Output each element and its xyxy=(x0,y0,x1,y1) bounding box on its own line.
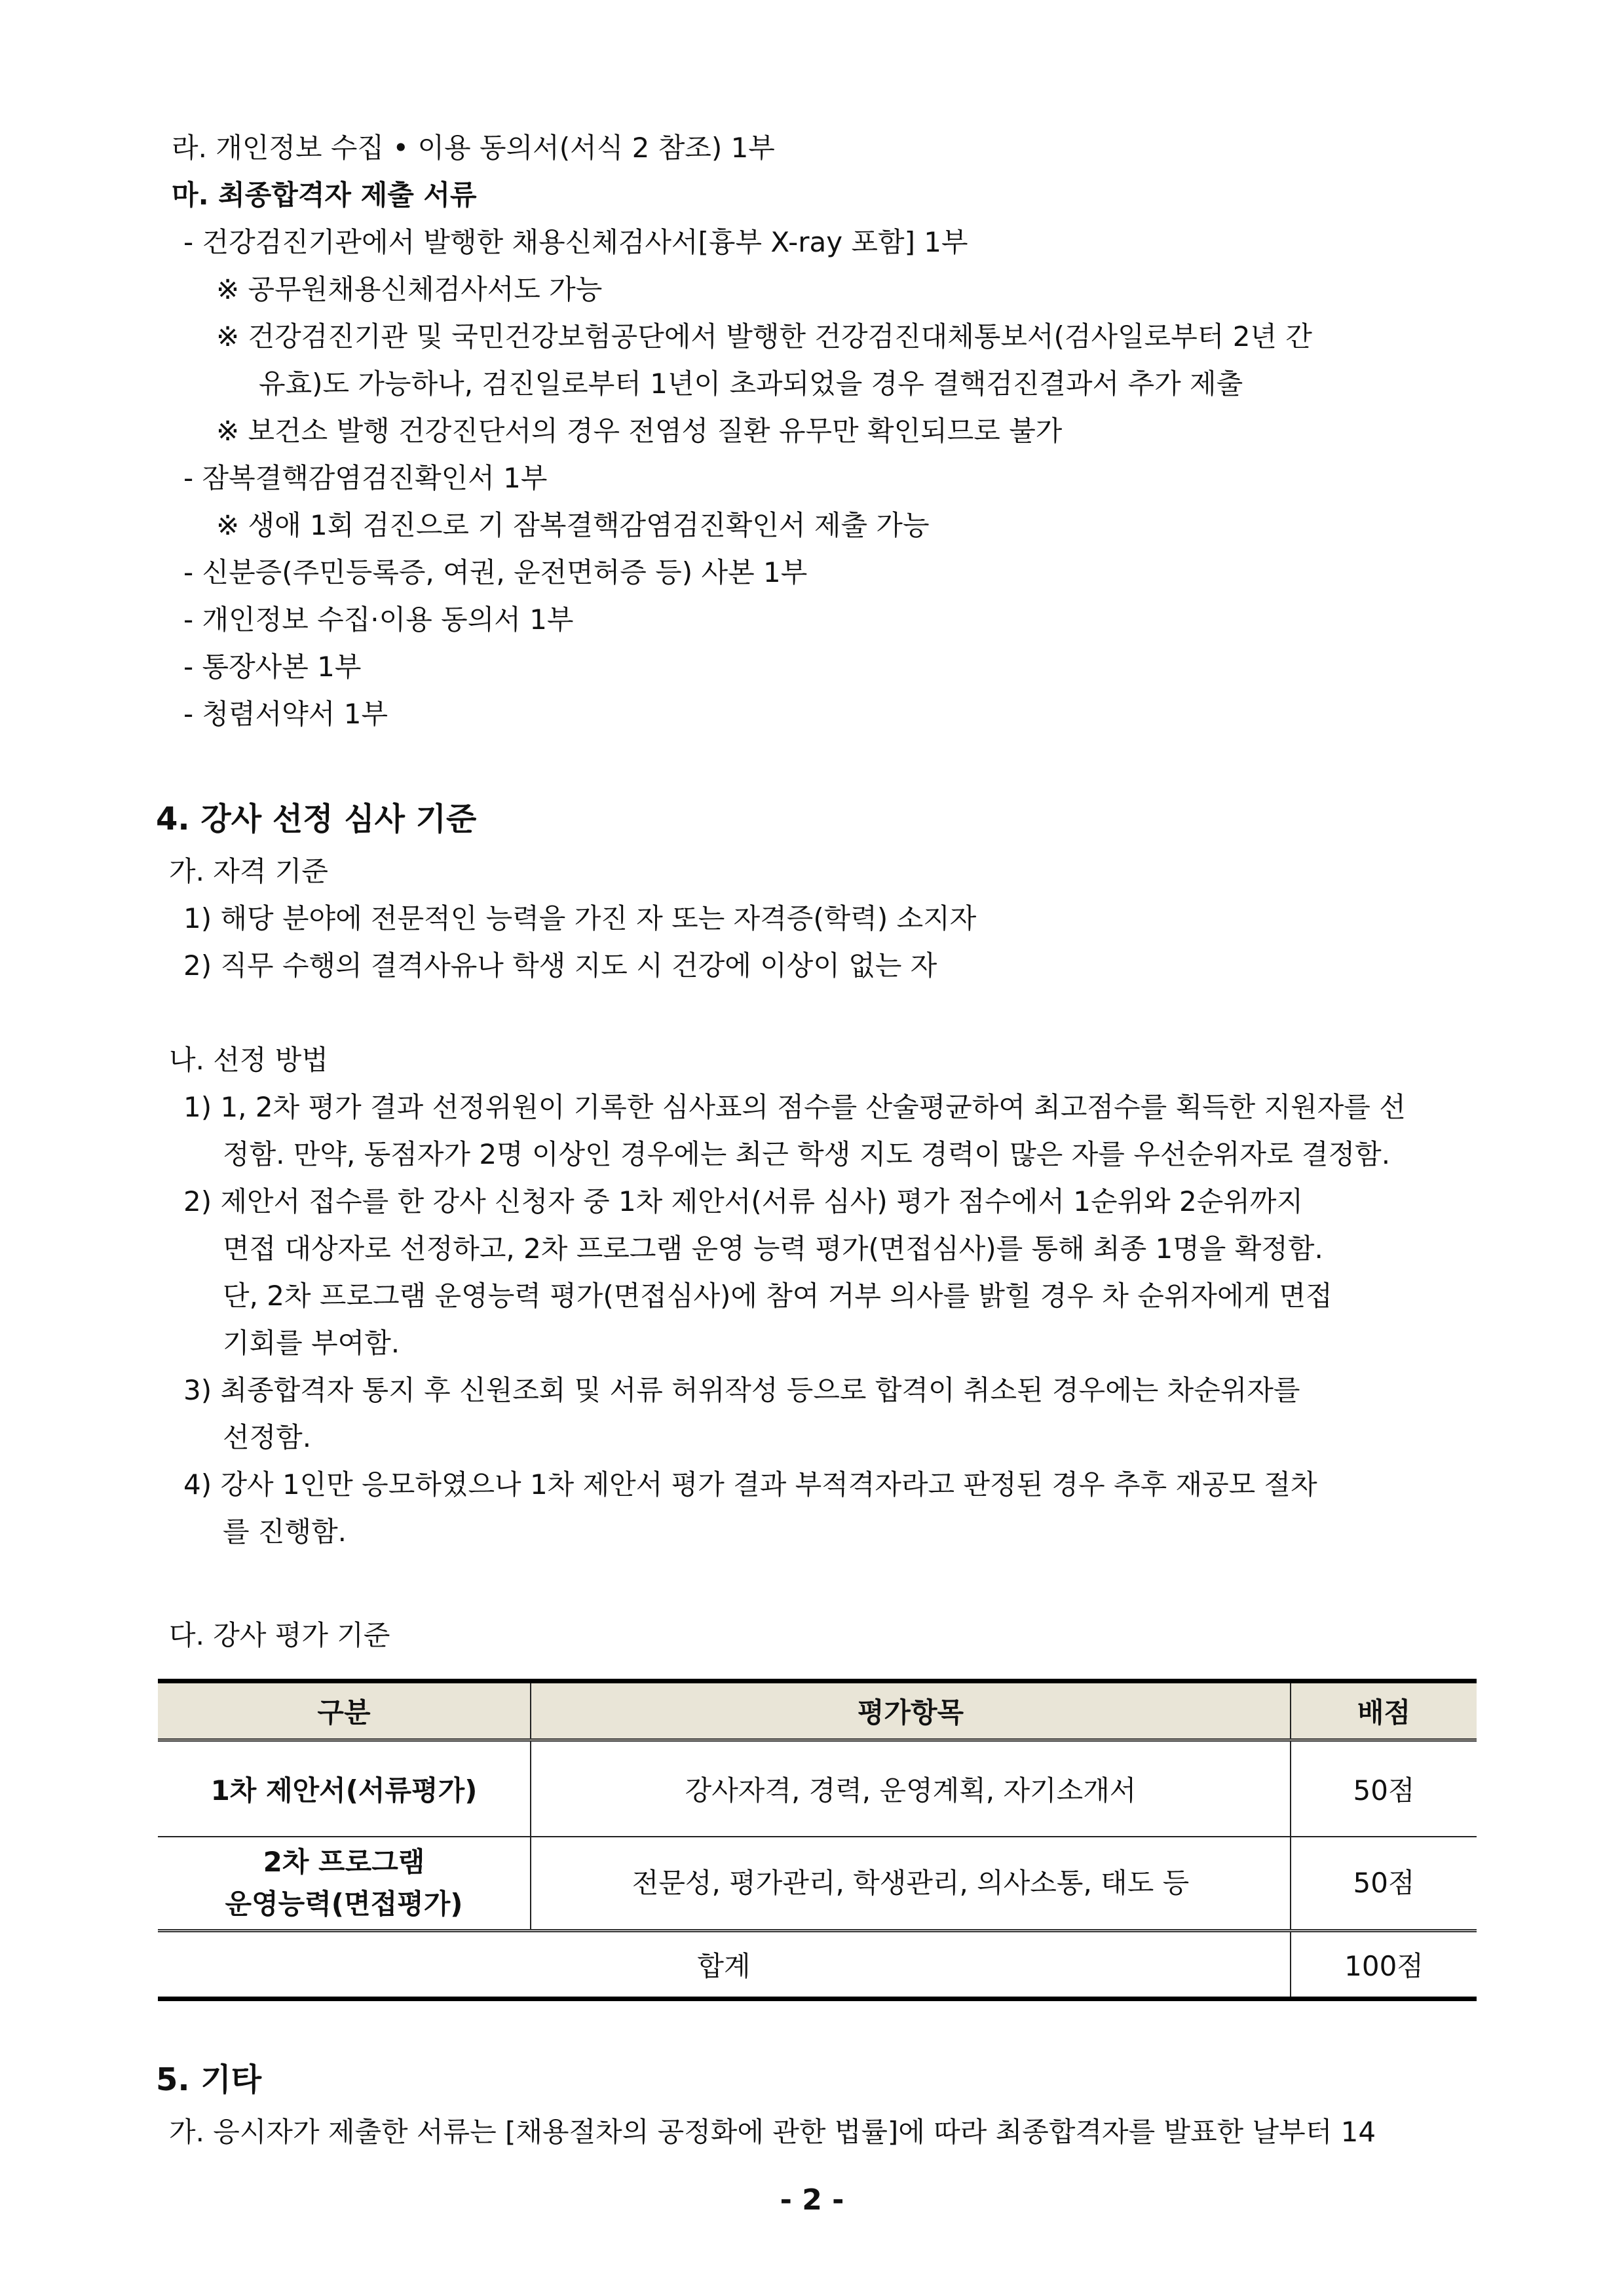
section-4-heading: 4. 강사 선정 심사 기준 xyxy=(156,801,477,837)
table-header-row xyxy=(158,1681,1477,1740)
note-public-health-center: ※ 보건소 발행 건강진단서의 경우 전염성 질환 유무만 확인되므로 불가 xyxy=(216,415,1063,447)
qualification-item-2: 2) 직무 수행의 결격사유나 학생 지도 시 건강에 이상이 없는 자 xyxy=(183,949,937,982)
subsection-da-title: 다. 강사 평가 기준 xyxy=(169,1619,390,1651)
selection-method-3b: 선정함. xyxy=(223,1421,312,1453)
row2-items: 전문성, 평가관리, 학생관리, 의사소통, 태도 등 xyxy=(531,1837,1291,1931)
doc-bankbook-copy: - 통장사본 1부 xyxy=(183,651,362,683)
item-ma-title: 마. 최종합격자 제출 서류 xyxy=(172,179,477,211)
header-evaluation-items: 평가항목 xyxy=(531,1681,1291,1740)
total-score: 100점 xyxy=(1291,1931,1477,1999)
qualification-item-1: 1) 해당 분야에 전문적인 능력을 가진 자 또는 자격증(학력) 소지자 xyxy=(183,902,977,934)
total-label: 합계 xyxy=(158,1931,1291,1999)
evaluation-criteria-table xyxy=(158,1679,1477,2001)
table-total-row xyxy=(158,1931,1477,1999)
selection-method-2d: 기회를 부여함. xyxy=(223,1327,400,1359)
selection-method-2b: 면접 대상자로 선정하고, 2차 프로그램 운영 능력 평가(면접심사)를 통해 최종 1명을 확정함. xyxy=(223,1233,1323,1265)
note-health-substitute-1: ※ 건강검진기관 및 국민건강보험공단에서 발행한 건강검진대체통보서(검사일로부터 2년 간 xyxy=(216,320,1312,353)
selection-method-4b: 를 진행함. xyxy=(223,1516,347,1548)
header-score: 배점 xyxy=(1291,1681,1477,1740)
subsection-ga-title: 가. 자격 기준 xyxy=(169,855,328,887)
table-row xyxy=(158,1837,1477,1931)
section-5-item-ga: 가. 응시자가 제출한 서류는 [채용절차의 공정화에 관한 법률]에 따라 최종합격자를 발표한 날부터 14 xyxy=(169,2116,1376,2148)
row2-category-line1: 2차 프로그램 xyxy=(263,1846,425,1878)
doc-health-check: - 건강검진기관에서 발행한 채용신체검사서[흉부 X-ray 포함] 1부 xyxy=(183,226,968,258)
page-number: - 2 - xyxy=(780,2183,844,2217)
doc-privacy-consent: - 개인정보 수집·이용 동의서 1부 xyxy=(183,603,574,636)
section-5-heading: 5. 기타 xyxy=(156,2061,262,2098)
doc-integrity-pledge: - 청렴서약서 1부 xyxy=(183,698,388,730)
selection-method-3a: 3) 최종합격자 통지 후 신원조회 및 서류 허위작성 등으로 합격이 취소된 경우에는 차순위자를 xyxy=(183,1374,1300,1406)
subsection-na-title: 나. 선정 방법 xyxy=(169,1044,328,1076)
row1-items: 강사자격, 경력, 운영계획, 자기소개서 xyxy=(531,1740,1291,1837)
note-public-servant-check: ※ 공무원채용신체검사서도 가능 xyxy=(216,273,603,305)
table-row xyxy=(158,1740,1477,1837)
row2-score: 50점 xyxy=(1291,1837,1477,1931)
row2-category-line2: 운영능력(면접평가) xyxy=(225,1888,463,1920)
doc-id-copy: - 신분증(주민등록증, 여권, 운전면허증 등) 사본 1부 xyxy=(183,556,808,588)
row1-category: 1차 제안서(서류평가) xyxy=(158,1740,531,1837)
note-latent-tb-once: ※ 생애 1회 검진으로 기 잠복결핵감염검진확인서 제출 가능 xyxy=(216,509,930,541)
note-health-substitute-2: 유효)도 가능하나, 검진일로부터 1년이 초과되었을 경우 결핵검진결과서 추가 제출 xyxy=(259,368,1243,400)
header-category: 구분 xyxy=(158,1681,531,1740)
selection-method-2a: 2) 제안서 접수를 한 강사 신청자 중 1차 제안서(서류 심사) 평가 점수에서 1순위와 2순위까지 xyxy=(183,1185,1304,1217)
selection-method-4a: 4) 강사 1인만 응모하였으나 1차 제안서 평가 결과 부적격자라고 판정된 경우 추후 재공모 절차 xyxy=(183,1468,1317,1501)
selection-method-1a: 1) 1, 2차 평가 결과 선정위원이 기록한 심사표의 점수를 산술평균하여 최고점수를 획득한 지원자를 선 xyxy=(183,1091,1406,1123)
row1-score: 50점 xyxy=(1291,1740,1477,1837)
row2-category xyxy=(158,1837,531,1931)
selection-method-1b: 정함. 만약, 동점자가 2명 이상인 경우에는 최근 학생 지도 경력이 많은 자를 우선순위자로 결정함. xyxy=(223,1138,1391,1170)
doc-latent-tb: - 잠복결핵감염검진확인서 1부 xyxy=(183,462,548,494)
selection-method-2c: 단, 2차 프로그램 운영능력 평가(면접심사)에 참여 거부 의사를 밝힐 경우 차 순위자에게 면접 xyxy=(223,1280,1332,1312)
item-ra-consent-form: 라. 개인정보 수집 • 이용 동의서(서식 2 참조) 1부 xyxy=(172,132,775,164)
